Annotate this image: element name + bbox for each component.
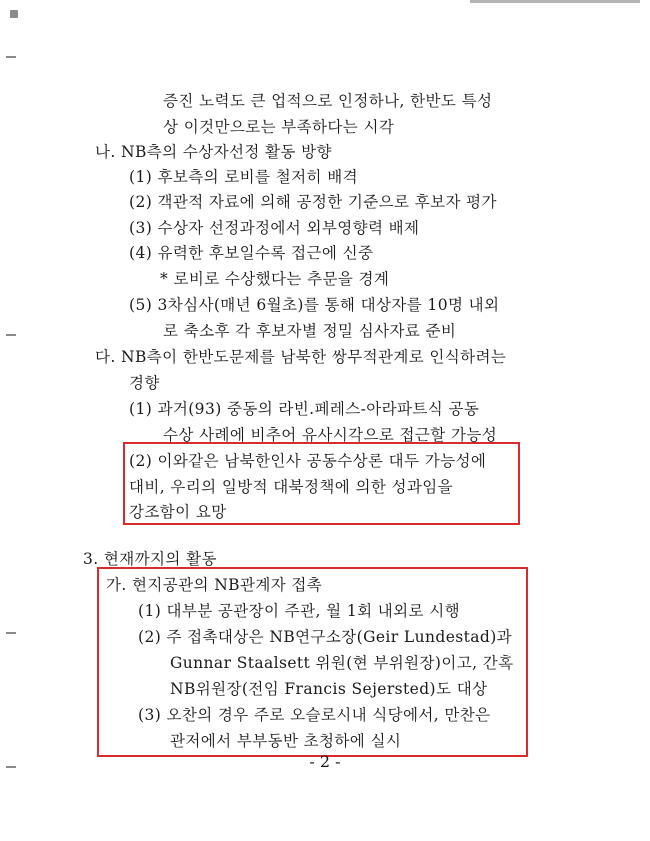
list-item: (1) 후보측의 로비를 철저히 배격 bbox=[129, 168, 358, 186]
section-heading: 가. 현지공관의 NB관계자 접촉 bbox=[106, 576, 323, 594]
list-item: (5) 3차심사(매년 6월초)를 통해 대상자를 10명 내외 bbox=[129, 296, 500, 314]
page-number: - 2 - bbox=[309, 752, 341, 771]
scan-mark bbox=[6, 334, 16, 336]
list-item-continuation: 로 축소후 각 후보자별 정밀 심사자료 준비 bbox=[163, 322, 457, 340]
scan-mark bbox=[470, 0, 640, 3]
list-item-continuation: Gunnar Staalsett 위원(현 부위원장)이고, 간혹 bbox=[170, 654, 514, 672]
scan-mark bbox=[10, 10, 18, 18]
section-heading: 다. NB측이 한반도문제를 남북한 쌍무적관계로 인식하려는 bbox=[95, 348, 507, 366]
list-item-continuation: NB위원장(전임 Francis Sejersted)도 대상 bbox=[170, 680, 488, 698]
list-item: (1) 대부분 공관장이 주관, 월 1회 내외로 시행 bbox=[138, 602, 461, 620]
list-item-continuation: 관저에서 부부동반 초청하에 실시 bbox=[170, 732, 402, 750]
text-line: 증진 노력도 큰 업적으로 인정하나, 한반도 특성 bbox=[163, 92, 493, 110]
chapter-heading: 3. 현재까지의 활동 bbox=[83, 550, 217, 568]
list-item: (3) 수상자 선정과정에서 외부영향력 배제 bbox=[129, 219, 420, 237]
list-note: * 로비로 수상했다는 추문을 경계 bbox=[160, 270, 390, 288]
text-line: 상 이것만으로는 부족하다는 시각 bbox=[163, 118, 395, 136]
list-item-continuation: 수상 사례에 비추어 유사시각으로 접근할 가능성 bbox=[163, 426, 498, 444]
list-item: (2) 이와같은 남북한인사 공동수상론 대두 가능성에 bbox=[129, 452, 487, 470]
list-item: (2) 주 접촉대상은 NB연구소장(Geir Lundestad)과 bbox=[138, 628, 513, 646]
list-item: (1) 과거(93) 중동의 라빈.페레스-아라파트식 공동 bbox=[129, 400, 480, 418]
list-item-continuation: 강조함이 요망 bbox=[129, 503, 227, 521]
scan-mark bbox=[6, 632, 16, 634]
scan-mark bbox=[6, 56, 16, 58]
section-heading: 나. NB측의 수상자선정 활동 방향 bbox=[95, 143, 332, 161]
section-heading-continuation: 경향 bbox=[129, 374, 160, 392]
list-item: (4) 유력한 후보일수록 접근에 신중 bbox=[129, 244, 374, 262]
list-item: (3) 오찬의 경우 주로 오슬로시내 식당에서, 만찬은 bbox=[138, 706, 491, 724]
list-item-continuation: 대비, 우리의 일방적 대북정책에 의한 성과임을 bbox=[129, 478, 454, 496]
list-item: (2) 객관적 자료에 의해 공정한 기준으로 후보자 평가 bbox=[129, 193, 497, 211]
